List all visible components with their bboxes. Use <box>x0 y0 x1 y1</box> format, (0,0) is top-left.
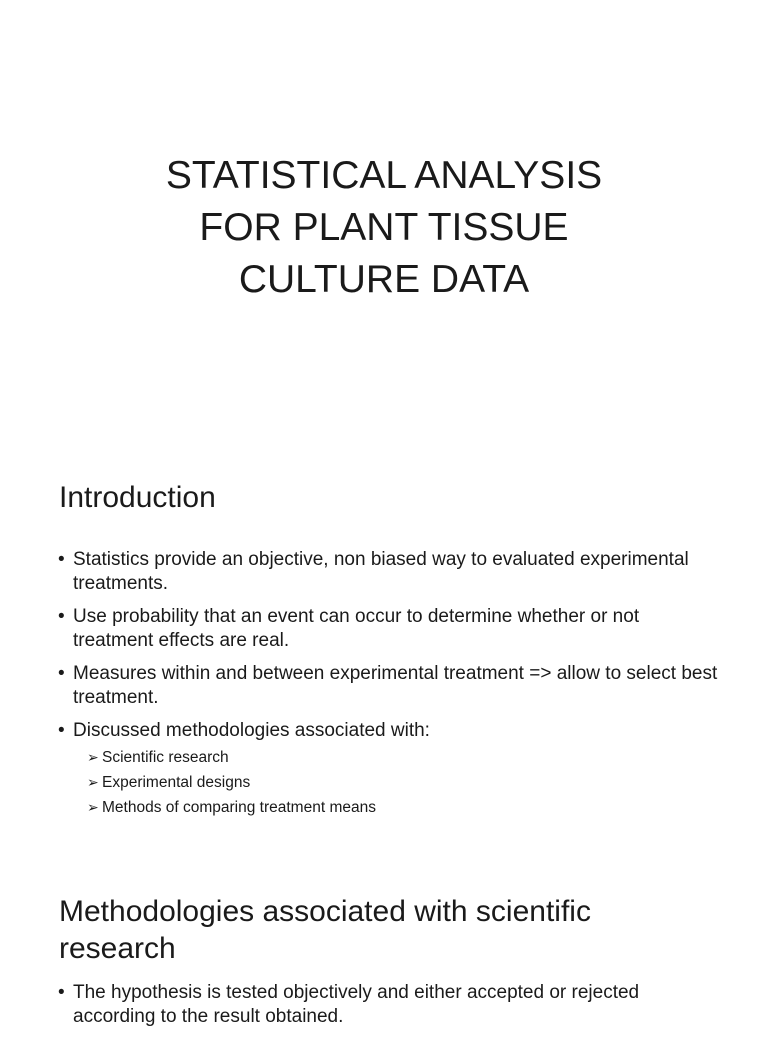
sub-bullet-text: Scientific research <box>102 749 229 766</box>
sub-bullet-text: Experimental designs <box>102 774 251 791</box>
sub-bullet-item <box>87 795 718 820</box>
slide-heading: Introduction <box>59 481 216 514</box>
bullet-list <box>58 981 718 1038</box>
bullet-text: Measures within and between experimental treatment => allow to select best treatment. <box>73 663 718 708</box>
title-line: STATISTICAL ANALYSIS <box>165 154 603 197</box>
bullet-icon: • <box>58 982 65 1003</box>
bullet-item <box>58 605 718 653</box>
bullet-icon: • <box>58 549 65 570</box>
sub-bullet-item <box>87 745 718 770</box>
bullet-text: The hypothesis is tested objectively and either accepted or rejected according to the result obtained. <box>73 982 640 1027</box>
title-line: FOR PLANT TISSUE <box>199 206 569 249</box>
bullet-list <box>58 548 718 829</box>
slide-heading: Methodologies associated with scientific research <box>59 895 591 965</box>
bullet-item <box>58 719 718 820</box>
bullet-icon: • <box>58 663 65 684</box>
bullet-text: Discussed methodologies associated with: <box>73 720 430 741</box>
bullet-text: Statistics provide an objective, non biased way to evaluated experimental treatments. <box>73 549 689 594</box>
title-line: CULTURE DATA <box>238 258 530 301</box>
methodologies-slide <box>0 864 768 1027</box>
bullet-text: Use probability that an event can occur to determine whether or not treatment effects are real. <box>73 606 640 651</box>
title-slide <box>0 0 768 432</box>
bullet-item <box>58 548 718 596</box>
introduction-slide <box>0 432 768 864</box>
bullet-icon: • <box>58 720 65 741</box>
presentation-title <box>0 150 768 306</box>
arrow-bullet-icon: ➢ <box>87 774 99 790</box>
sub-bullet-text: Methods of comparing treatment means <box>102 799 376 816</box>
bullet-item <box>58 662 718 710</box>
sub-bullet-item <box>87 770 718 795</box>
sub-bullet-list <box>87 745 718 820</box>
arrow-bullet-icon: ➢ <box>87 749 99 765</box>
bullet-item <box>58 981 718 1029</box>
bullet-icon: • <box>58 606 65 627</box>
arrow-bullet-icon: ➢ <box>87 799 99 815</box>
